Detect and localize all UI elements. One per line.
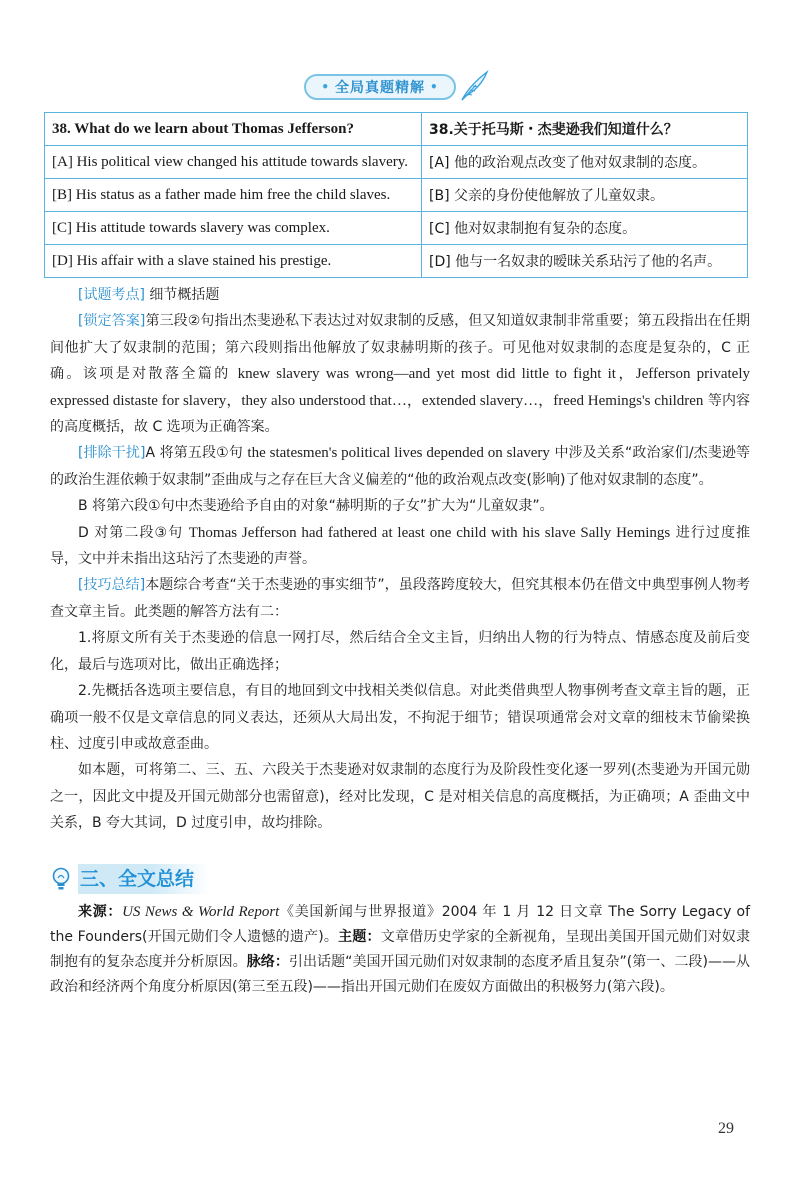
question-header-row <box>45 113 748 146</box>
answer-tag: [锁定答案] <box>78 313 146 330</box>
test-point-text: 细节概括题 <box>149 287 220 303</box>
option-a-zh: [A] 他的政治观点改变了他对奴隶制的态度。 <box>422 146 748 179</box>
option-d-en: [D] His affair with a slave stained his prestige. <box>45 245 422 278</box>
quill-pen-icon <box>456 70 490 102</box>
lightbulb-icon <box>50 866 72 892</box>
skill-paragraph <box>50 572 750 625</box>
answer-en-quote: knew slavery was wrong—and yet most did little to fight it，Jefferson privately expressed distaste for slavery，they also understood that…，extended slavery…，freed Hemings's children <box>50 366 750 409</box>
exclude-b-paragraph: B 将第六段①句中杰斐逊给予自由的对象“赫明斯的子女”扩大为“儿童奴隶”。 <box>78 498 554 515</box>
section-badge <box>304 70 496 102</box>
option-b-zh: [B] 父亲的身份使他解放了儿童奴隶。 <box>422 179 748 212</box>
analysis-body <box>50 282 750 837</box>
option-row <box>45 245 748 278</box>
question-table <box>44 112 748 278</box>
answer-paragraph <box>50 308 750 440</box>
badge-dot-left: • <box>321 80 330 94</box>
question-zh: 38.关于托马斯・杰斐逊我们知道什么？ <box>422 113 748 146</box>
badge-label: 全局真题精解 <box>335 80 425 96</box>
exclude-tag: [排除干扰] <box>78 445 146 462</box>
answer-text-2: 等内容的高度概括，故 C 选项为正确答案。 <box>50 392 750 436</box>
skill-intro: 本题综合考查“关于杰斐逊的事实细节”，虽段落跨度较大，但究其根本仍在借文中典型事例人物考查文章主旨。此类题的解答方法有二： <box>50 577 750 620</box>
option-b-en: [B] His status as a father made him free the child slaves. <box>45 179 422 212</box>
section-title: 三、全文总结 <box>78 864 210 894</box>
source-text: 《美国新闻与世界报道》2004 年 1 月 12 日文章 The Sorry Legacy of the Founders(开国元勋们令人遗憾的遗产)。 <box>50 904 751 945</box>
context-text: 引出话题“美国开国元勋们对奴隶制的态度矛盾且复杂”(第一、二段)——从政治和经济两个角度分析原因(第三至五段)——指出开国元勋们在废奴方面做出的积极努力(第六段)。 <box>50 954 751 995</box>
skill-method-2: 2.先概括各选项主要信息，有目的地回到文中找相关类似信息。对此类借典型人物事例考查文章主旨的题，正确项一般不仅是文章信息的同义表达，还须从大局出发，不拘泥于细节；错误项通常会对文章的细枝末节偷梁换柱、过度引申或故意歪曲。 <box>50 683 750 752</box>
summary-paragraph <box>50 900 750 1000</box>
exclude-d-paragraph <box>50 520 750 573</box>
source-label: 来源： <box>78 904 123 920</box>
summary-body <box>50 900 750 1000</box>
badge-pill <box>304 74 456 100</box>
exclude-a-text-2: 中涉及关系“政治家们/杰斐逊等的政治生涯依赖于奴隶制”歪曲成与之存在巨大含义偏差的“他的政治观点改变(影响)了他对奴隶制的态度”。 <box>50 445 750 488</box>
exclude-d-en-quote: Thomas Jefferson had fathered at least one child with his slave Sally Hemings <box>188 524 671 541</box>
option-c-en: [C] His attitude towards slavery was complex. <box>45 212 422 245</box>
option-c-zh: [C] 他对奴隶制抱有复杂的态度。 <box>422 212 748 245</box>
exclude-d-text-1: D 对第二段③句 <box>78 524 189 541</box>
option-d-zh: [D] 他与一名奴隶的暧昧关系玷污了他的名声。 <box>422 245 748 278</box>
test-point-tag: [试题考点] <box>78 287 145 303</box>
page-number: 29 <box>718 1120 734 1137</box>
question-en: 38. What do we learn about Thomas Jefferson? <box>45 113 422 146</box>
skill-method-1: 1.将原文所有关于杰斐逊的信息一网打尽，然后结合全文主旨，归纳出人物的行为特点、情感态度及前后变化，最后与选项对比，做出正确选择； <box>50 630 750 673</box>
exclude-a-paragraph <box>50 440 750 493</box>
source-publication: US News & World Report <box>122 904 280 920</box>
test-point-paragraph <box>50 282 750 308</box>
exclude-a-en-quote: the statesmen's political lives depended on slavery <box>247 445 550 462</box>
section-heading <box>50 864 750 896</box>
context-label: 脉络： <box>246 954 289 970</box>
theme-label: 主题： <box>338 929 381 945</box>
option-row <box>45 179 748 212</box>
skill-tag: [技巧总结] <box>78 577 146 594</box>
exclude-a-text-1: A 将第五段①句 <box>145 445 248 462</box>
option-a-en: [A] His political view changed his attitude towards slavery. <box>45 146 422 179</box>
option-row <box>45 212 748 245</box>
exclude-d-text-2: 进行过度推导，文中并未指出这玷污了杰斐逊的声誉。 <box>50 524 751 568</box>
answer-text-1: 第三段②句指出杰斐逊私下表达过对奴隶制的反感，但又知道奴隶制非常重要；第五段指出在任期间他扩大了奴隶制的范围；第六段则指出他解放了奴隶赫明斯的孩子。可见他对奴隶制的态度是复杂的，C 正确。该项是对散落全篇的 <box>50 313 750 383</box>
skill-example: 如本题，可将第二、三、五、六段关于杰斐逊对奴隶制的态度行为及阶段性变化逐一罗列(杰斐逊为开国元勋之一，因此文中提及开国元勋部分也需留意)，经对比发现，C 是对相关信息的高度概括，为正确项；A 歪曲文中关系，B 夸大其词，D 过度引申，故均排除。 <box>50 762 750 832</box>
badge-dot-right: • <box>430 80 439 94</box>
theme-text: 文章借历史学家的全新视角，呈现出美国开国元勋们对奴隶制抱有的复杂态度并分析原因。 <box>50 929 751 970</box>
option-row <box>45 146 748 179</box>
